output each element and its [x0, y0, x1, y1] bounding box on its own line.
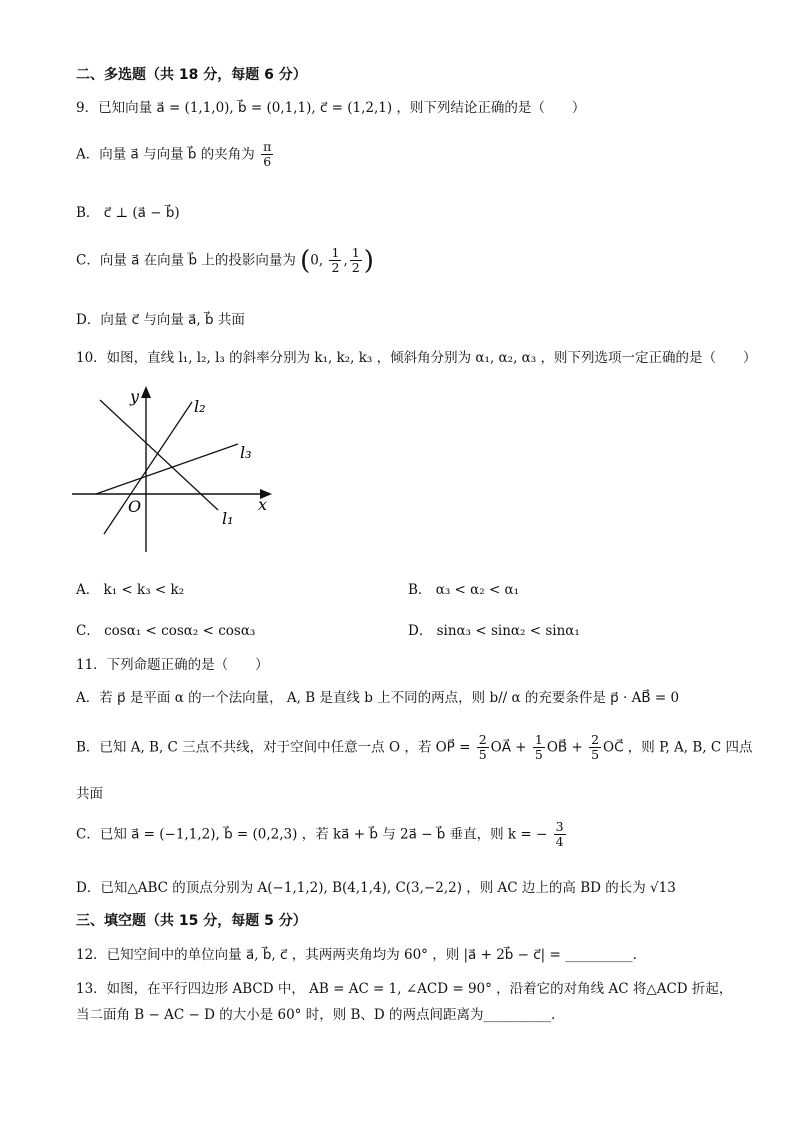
q10-stem: 10．如图，直线 l₁, l₂, l₃ 的斜率分别为 k₁, k₂, k₃ ，倾斜角分别为 α₁, α₂, α₃ ，则下列选项一定正确的是（ ）: [76, 350, 757, 366]
q9-c-den1: 2: [331, 260, 340, 276]
q13-line1: 13．如图，在平行四边形 ABCD 中， AB = AC = 1, ∠ACD = 90° ，沿着它的对角线 AC 将△ACD 折起，: [76, 981, 733, 997]
y-axis-arrow: [141, 386, 151, 398]
q11-b-term3: OC⃗ ，则 P, A, B, C 四点: [603, 739, 753, 756]
label-y: y: [130, 387, 140, 406]
label-l3: l₃: [240, 443, 252, 462]
q11-b-n2: 1: [534, 732, 543, 747]
q11-b-n1: 2: [478, 732, 487, 747]
line-l2: [104, 402, 192, 534]
q9-option-a-num: π: [263, 139, 272, 154]
q11-option-b: [76, 733, 752, 763]
q9-option-a: [76, 140, 275, 170]
q11-option-b-text: B．已知 A, B, C 三点不共线，对于空间中任意一点 O ，若 OP⃗ =: [76, 739, 471, 756]
label-l1: l₁: [222, 509, 234, 528]
q10-figure: [66, 382, 286, 562]
q10-option-d: D． sinα₃ < sinα₂ < sinα₁: [408, 623, 580, 639]
q11-b-frac3: [589, 733, 601, 763]
q11-option-c: [76, 820, 568, 850]
q11-b-d2: 5: [534, 747, 543, 763]
q9-option-c: C．向量 a⃗ 在向量 b⃗ 上的投影向量为 (0, $\frac{1}{2}$ , $\frac{1}{2}$ ): [76, 245, 374, 276]
q9-c-num2: 1: [351, 245, 360, 260]
q9-option-a-fraction: [261, 140, 273, 170]
q11-option-b-cont: 共面: [76, 786, 103, 802]
q11-option-c-text: C．已知 a⃗ = (−1,1,2), b⃗ = (0,2,3) ，若 ka⃗ + b⃗ 与 2a⃗ − b⃗ 垂直，则 k = −: [76, 826, 548, 843]
q11-option-a: A．若 p⃗ 是平面 α 的一个法向量， A, B 是直线 b 上不同的两点，则 b// α 的充要条件是 p⃗ · AB⃗ = 0: [76, 690, 680, 706]
label-origin: O: [128, 497, 142, 516]
q9-option-c-frac2: [350, 246, 362, 276]
q11-c-num: 3: [555, 819, 564, 834]
q11-b-term2: OB⃗ +: [546, 739, 583, 756]
q11-b-d1: 5: [478, 747, 487, 763]
q11-b-n3: 2: [591, 732, 600, 747]
q9-option-c-tuple-start: 0,: [310, 252, 324, 269]
q10-option-a: A． k₁ < k₃ < k₂: [76, 582, 185, 598]
q11-c-frac: [554, 820, 566, 850]
section-heading-multi-choice: 二、多选题（共 18 分，每题 6 分）: [76, 67, 307, 83]
q11-b-frac1: [477, 733, 489, 763]
q9-option-a-den: 6: [263, 154, 272, 170]
q11-b-d3: 5: [591, 747, 600, 763]
q9-c-den2: 2: [351, 260, 360, 276]
q9-stem: 9．已知向量 a⃗ = (1,1,0), b⃗ = (0,1,1), c⃗ = (1,2,1) ，则下列结论正确的是（ ）: [76, 100, 586, 116]
q9-option-b: B． c⃗ ⊥ (a⃗ − b⃗): [76, 205, 180, 221]
q10-option-c: C． cosα₁ < cosα₂ < cosα₃: [76, 623, 256, 639]
label-l2: l₂: [194, 397, 206, 416]
label-x: x: [258, 495, 268, 514]
q13-line2: 当二面角 B − AC − D 的大小是 60° 时，则 B、D 的两点间距离为__________.: [76, 1007, 556, 1023]
q10-option-b: B． α₃ < α₂ < α₁: [408, 582, 520, 598]
q9-option-c-text: C．向量 a⃗ 在向量 b⃗ 上的投影向量为: [76, 252, 296, 269]
q9-option-d: D．向量 c⃗ 与向量 a⃗, b⃗ 共面: [76, 312, 245, 328]
q9-option-c-frac1: [329, 246, 341, 276]
q11-c-den: 4: [555, 834, 564, 850]
q9-option-a-text: A．向量 a⃗ 与向量 b⃗ 的夹角为: [76, 146, 255, 163]
q9-c-num1: 1: [331, 245, 340, 260]
q11-option-d: D．已知△ABC 的顶点分别为 A(−1,1,2), B(4,1,4), C(3,−2,2) ，则 AC 边上的高 BD 的长为 √13: [76, 880, 676, 896]
q12-stem: 12．已知空间中的单位向量 a⃗, b⃗, c⃗ ，其两两夹角均为 60° ，则 |a⃗ + 2b⃗ − c⃗| = __________.: [76, 947, 637, 963]
q11-stem: 11．下列命题正确的是（ ）: [76, 657, 269, 673]
line-l3: [96, 444, 238, 494]
q11-b-term1: OA⃗ +: [490, 739, 527, 756]
section-heading-fill-blank: 三、填空题（共 15 分，每题 5 分）: [76, 913, 307, 929]
q11-b-frac2: [533, 733, 545, 763]
